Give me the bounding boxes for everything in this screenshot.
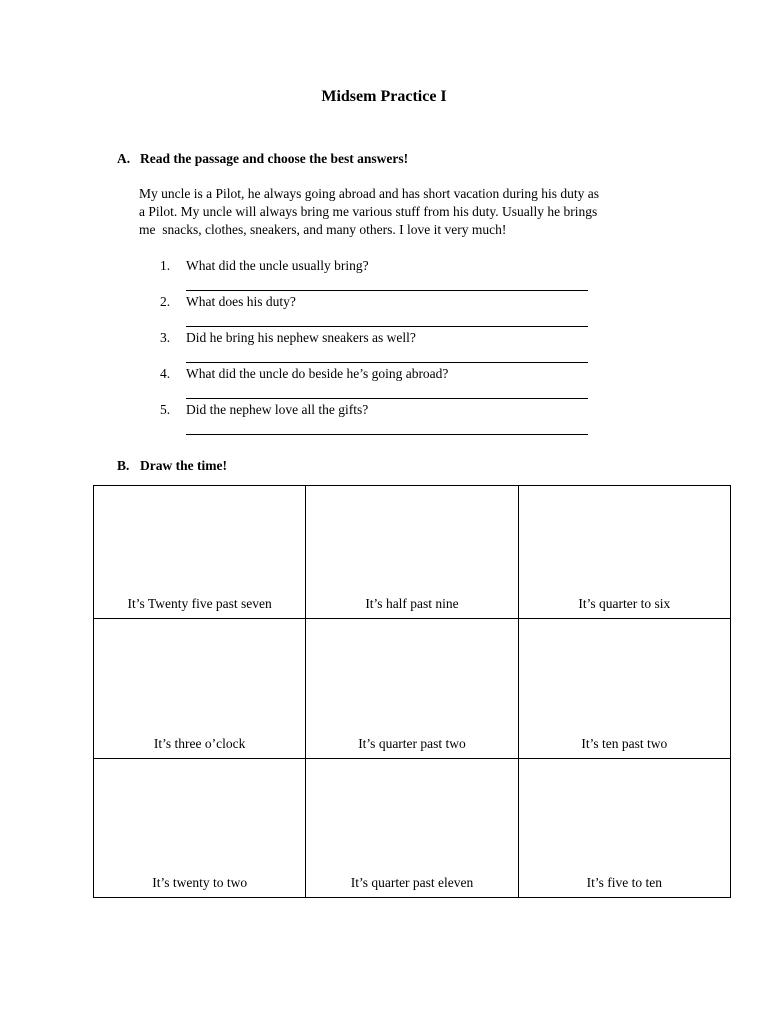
clock-cell[interactable] xyxy=(94,618,306,759)
clock-drawing-grid xyxy=(93,485,731,898)
question-text: What does his duty? xyxy=(186,294,296,309)
section-a-letter: A. xyxy=(117,151,131,166)
clock-cell[interactable] xyxy=(94,759,306,898)
clock-caption: It’s twenty to two xyxy=(152,875,248,890)
question-item xyxy=(160,366,600,402)
page-title: Midsem Practice I xyxy=(321,88,447,105)
clock-caption: It’s Twenty five past seven xyxy=(127,595,272,611)
question-number: 5. xyxy=(160,402,171,417)
answer-line[interactable] xyxy=(186,290,588,291)
question-number: 4. xyxy=(160,366,171,381)
question-text: What did the uncle do beside he’s going abroad? xyxy=(186,366,449,381)
section-a-title: Read the passage and choose the best answers! xyxy=(140,151,409,166)
clock-cell[interactable] xyxy=(518,618,730,759)
answer-line[interactable] xyxy=(186,434,588,435)
section-a-heading xyxy=(117,151,408,167)
question-list xyxy=(160,258,600,438)
clock-caption: It’s quarter past two xyxy=(358,736,466,752)
question-number: 2. xyxy=(160,294,171,309)
answer-line[interactable] xyxy=(186,362,588,363)
question-number: 1. xyxy=(160,258,171,273)
reading-passage xyxy=(139,185,679,239)
clock-caption: It’s half past nine xyxy=(365,595,459,611)
question-text: What did the uncle usually bring? xyxy=(186,258,369,273)
passage-line: My uncle is a Pilot, he always going abroad and has short vacation during his duty as xyxy=(139,186,600,201)
question-item xyxy=(160,402,600,438)
clock-cell[interactable] xyxy=(518,486,730,619)
section-b-letter: B. xyxy=(117,458,130,473)
clock-caption: It’s five to ten xyxy=(586,875,662,890)
question-item xyxy=(160,330,600,366)
passage-line: me snacks, clothes, sneakers, and many others. I love it very much! xyxy=(139,222,507,237)
section-b-title: Draw the time! xyxy=(140,458,227,473)
clock-caption: It’s three o’clock xyxy=(153,736,246,752)
question-text: Did he bring his nephew sneakers as well? xyxy=(186,330,416,345)
question-number: 3. xyxy=(160,330,171,345)
question-text: Did the nephew love all the gifts? xyxy=(186,402,369,417)
clock-cell[interactable] xyxy=(518,759,730,898)
clock-caption: It’s quarter to six xyxy=(578,595,671,611)
clock-cell[interactable] xyxy=(94,486,306,619)
clock-caption: It’s ten past two xyxy=(581,736,668,752)
answer-line[interactable] xyxy=(186,326,588,327)
clock-cell[interactable] xyxy=(306,486,518,619)
passage-line: a Pilot. My uncle will always bring me various stuff from his duty. Usually he brings xyxy=(139,204,598,219)
clock-cell[interactable] xyxy=(306,759,518,898)
question-item xyxy=(160,258,600,294)
section-b-heading xyxy=(117,458,227,474)
answer-line[interactable] xyxy=(186,398,588,399)
clock-caption: It’s quarter past eleven xyxy=(350,875,474,890)
question-item xyxy=(160,294,600,330)
clock-cell[interactable] xyxy=(306,618,518,759)
